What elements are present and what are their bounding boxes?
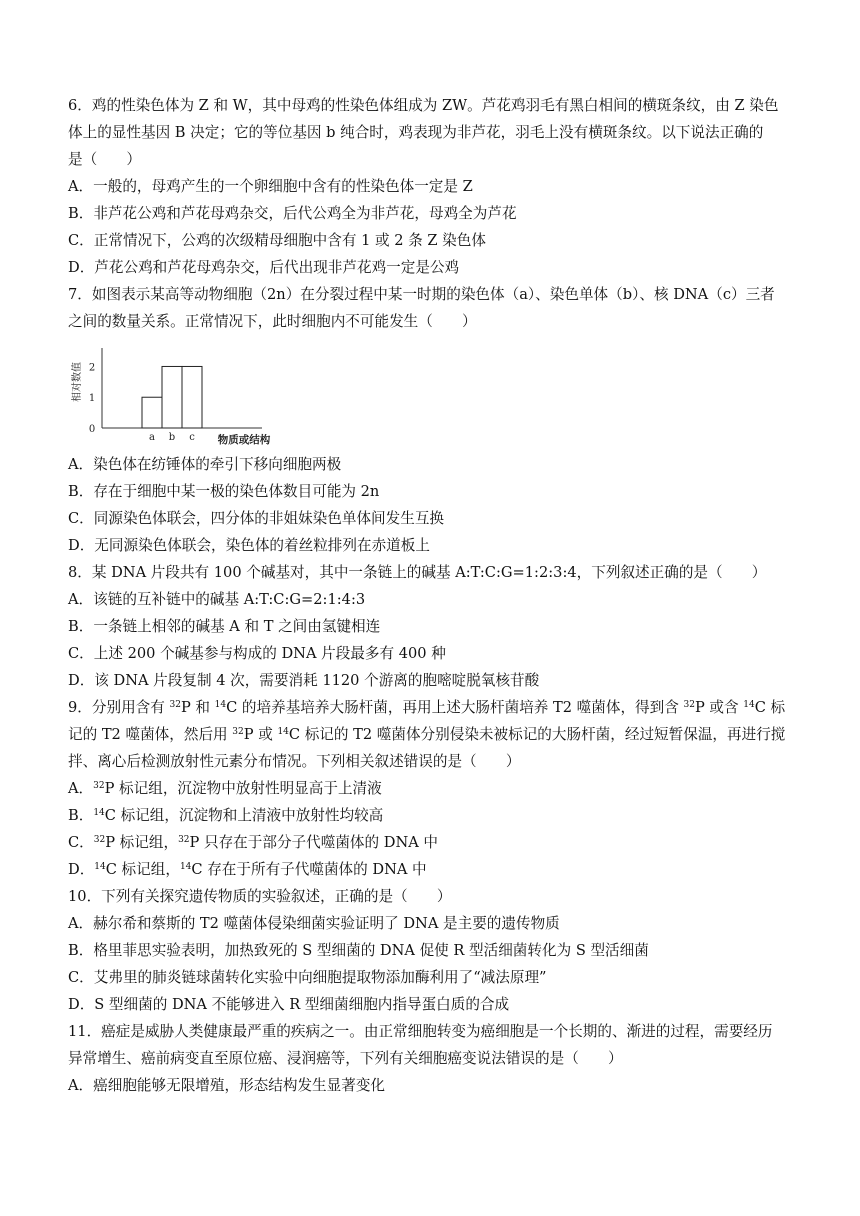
- option-11a: A．癌细胞能够无限增殖，形态结构发生显著变化: [68, 1077, 386, 1094]
- option-7b: B．存在于细胞中某一极的染色体数目可能为 2n: [68, 483, 380, 500]
- question-text-line: 记的 T2 噬菌体，然后用 $^{32}$P 或 $^{14}$C 标记的 T2 噬菌体分别侵染未被标记的大肠杆菌，经过短暂保温，再进行搅: [68, 726, 786, 743]
- x-tick-label: c: [189, 432, 195, 443]
- option-9a: A．$^{32}$P 标记组，沉淀物中放射性明显高于上清液: [68, 780, 382, 797]
- x-tick-label: a: [149, 432, 155, 443]
- chromosome-count-bar-chart: [66, 342, 286, 448]
- y-tick-label: 0: [88, 424, 96, 435]
- question-text-line: 7．如图表示某高等动物细胞（2n）在分裂过程中某一时期的染色体（a）、染色单体（b）、核 DNA（c）三者: [68, 286, 775, 303]
- option-10d: D．S 型细菌的 DNA 不能够进入 R 型细菌细胞内指导蛋白质的合成: [68, 996, 510, 1013]
- question-text-line: 8．某 DNA 片段共有 100 个碱基对，其中一条链上的碱基 A:T:C:G=1:2:3:4，下列叙述正确的是（ ）: [68, 564, 767, 581]
- question-text-line: 10．下列有关探究遗传物质的实验叙述，正确的是（ ）: [68, 888, 452, 905]
- y-tick-label: 2: [88, 362, 96, 374]
- x-ticks: [149, 432, 195, 443]
- question-text-line: 6．鸡的性染色体为 Z 和 W，其中母鸡的性染色体组成为 ZW。芦花鸡羽毛有黑白相间的横斑条纹，由 Z 染色: [68, 97, 779, 114]
- question-text-line: 异常增生、癌前病变直至原位癌、浸润癌等，下列有关细胞癌变说法错误的是（ ）: [68, 1050, 623, 1067]
- bar-b: [162, 366, 182, 428]
- option-8a: A．该链的互补链中的碱基 A:T:C:G=2:1:4:3: [68, 591, 366, 608]
- question-text-line: 9．分别用含有 $^{32}$P 和 $^{14}$C 的培养基培养大肠杆菌，再用上述大肠杆菌培养 T2 噬菌体，得到含 $^{32}$P 或含 $^{14}$C 标: [68, 699, 786, 716]
- question-text-line: 体上的显性基因 B 决定；它的等位基因 b 纯合时，鸡表现为非芦花，羽毛上没有横斑条纹。以下说法正确的: [68, 124, 764, 141]
- y-ticks: [89, 362, 95, 435]
- option-10a: A．赫尔希和蔡斯的 T2 噬菌体侵染细菌实验证明了 DNA 是主要的遗传物质: [68, 915, 560, 932]
- option-7c: C．同源染色体联会，四分体的非姐妹染色单体间发生互换: [68, 510, 445, 527]
- question-10-stem: [68, 883, 808, 910]
- question-8-stem: [68, 559, 808, 586]
- option-8b: B．一条链上相邻的碱基 A 和 T 之间由氢键相连: [68, 618, 381, 635]
- x-tick-label: b: [168, 432, 176, 443]
- option-6a: A．一般的，母鸡产生的一个卵细胞中含有的性染色体一定是 Z: [68, 178, 473, 195]
- option-6b: B．非芦花公鸡和芦花母鸡杂交，后代公鸡全为非芦花，母鸡全为芦花: [68, 205, 517, 222]
- question-text-line: 11．癌症是威胁人类健康最严重的疾病之一。由正常细胞转变为癌细胞是一个长期的、渐进的过程，需要经历: [68, 1023, 773, 1040]
- y-tick-label: 1: [88, 393, 96, 405]
- option-9c: C．$^{32}$P 标记组，$^{32}$P 只存在于部分子代噬菌体的 DNA 中: [68, 834, 438, 851]
- option-8c: C．上述 200 个碱基参与构成的 DNA 片段最多有 400 种: [68, 645, 446, 662]
- option-9b: B．$^{14}$C 标记组，沉淀物和上清液中放射性均较高: [68, 807, 384, 824]
- bar-a: [142, 397, 162, 428]
- option-6d: D．芦花公鸡和芦花母鸡杂交，后代出现非芦花鸡一定是公鸡: [68, 259, 460, 276]
- x-axis-label: 物质或结构: [217, 434, 271, 446]
- option-10c: C．艾弗里的肺炎链球菌转化实验中向细胞提取物添加酶利用了“减法原理”: [68, 969, 547, 986]
- question-text-line: 拌、离心后检测放射性元素分布情况。下列相关叙述错误的是（ ）: [68, 753, 521, 770]
- question-9-stem: [68, 694, 808, 775]
- option-9d: D．$^{14}$C 标记组，$^{14}$C 存在于所有子代噬菌体的 DNA 中: [68, 861, 427, 878]
- question-text-line: 之间的数量关系。正常情况下，此时细胞内不可能发生（ ）: [68, 313, 477, 330]
- option-7a: A．染色体在纺锤体的牵引下移向细胞两极: [68, 456, 342, 473]
- question-text-line: 是（ ）: [68, 151, 141, 168]
- option-7d: D．无同源染色体联会，染色体的着丝粒排列在赤道板上: [68, 537, 430, 554]
- option-8d: D．该 DNA 片段复制 4 次，需要消耗 1120 个游离的胞嘧啶脱氧核苷酸: [68, 672, 540, 689]
- question-11-stem: [68, 1018, 808, 1072]
- y-axis-label: 相对数值: [72, 362, 83, 402]
- option-6c: C．正常情况下，公鸡的次级精母细胞中含有 1 或 2 条 Z 染色体: [68, 232, 486, 249]
- bar-c: [182, 366, 202, 428]
- question-7-stem: [68, 281, 808, 335]
- question-6-stem: [68, 92, 808, 173]
- option-10b: B．格里菲思实验表明，加热致死的 S 型细菌的 DNA 促使 R 型活细菌转化为 S 型活细菌: [68, 942, 649, 959]
- bars: [142, 366, 202, 428]
